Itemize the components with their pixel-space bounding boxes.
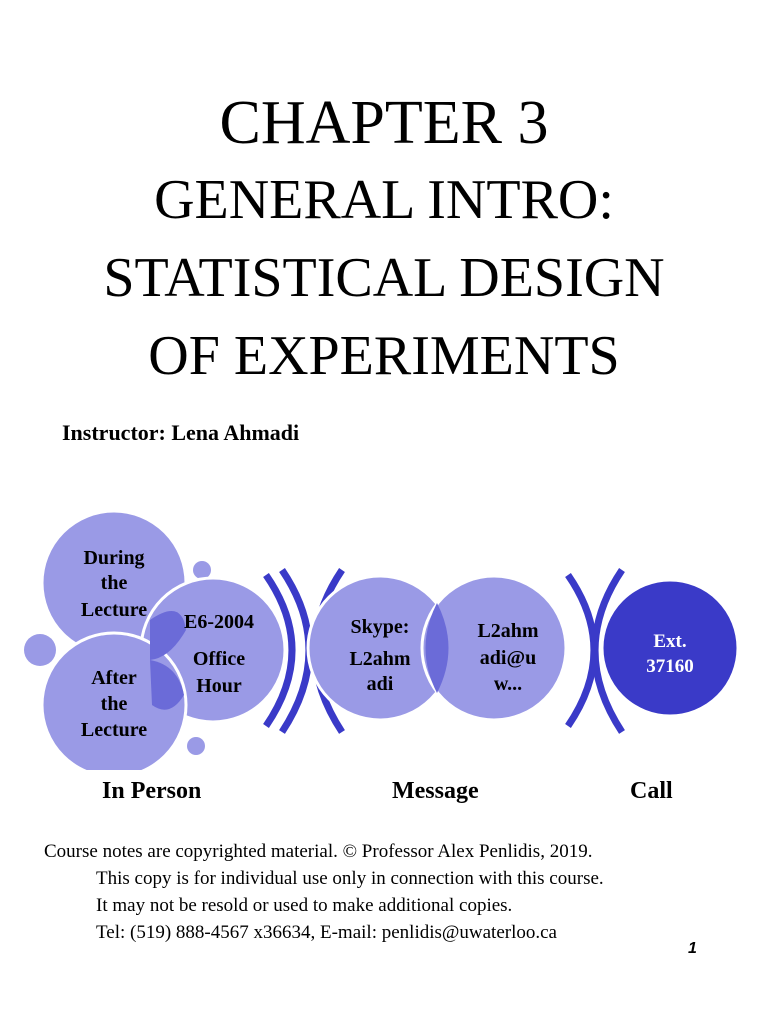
ext-text: 37160 — [646, 656, 694, 677]
decor-dot — [24, 634, 56, 666]
during-text: the — [100, 572, 128, 594]
footer-line: Tel: (519) 888-4567 x36634, E-mail: penlidis@uwaterloo.ca — [96, 922, 557, 943]
title-block — [0, 89, 768, 406]
footer-line: This copy is for individual use only in connection with this course. — [96, 868, 604, 889]
email-text: L2ahm — [477, 620, 539, 642]
title-line-2: STATISTICAL DESIGN — [103, 247, 665, 309]
skype-text: Skype: — [350, 616, 410, 638]
caption-call: Call — [630, 778, 673, 804]
after-text: After — [91, 667, 137, 689]
caption-in-person: In Person — [102, 778, 202, 804]
office-text: Hour — [196, 675, 242, 697]
contact-diagram — [0, 500, 768, 770]
after-text: the — [100, 693, 128, 715]
office-text: Office — [192, 648, 246, 670]
email-text: w... — [493, 673, 523, 695]
instructor-label: Instructor: Lena Ahmadi — [62, 420, 300, 445]
email-text: adi@u — [479, 647, 537, 669]
skype-text: adi — [366, 673, 394, 695]
title-line-1: GENERAL INTRO: — [154, 169, 614, 231]
footer-line: It may not be resold or used to make additional copies. — [96, 895, 513, 916]
during-text: Lecture — [80, 599, 148, 621]
office-text: E6-2004 — [184, 611, 254, 633]
caption-message: Message — [392, 778, 479, 804]
bracket-close — [568, 575, 594, 726]
decor-dot — [193, 561, 211, 579]
chapter-heading: CHAPTER 3 — [219, 89, 549, 157]
skype-text: L2ahm — [349, 648, 411, 670]
during-text: During — [83, 547, 145, 569]
copyright-notice — [44, 838, 604, 946]
page-number: 1 — [688, 940, 697, 957]
footer-line: Course notes are copyrighted material. © Professor Alex Penlidis, 2019. — [44, 841, 593, 862]
after-text: Lecture — [80, 719, 148, 741]
ext-text: Ext. — [653, 631, 687, 652]
decor-dot — [187, 737, 205, 755]
title-line-3: OF EXPERIMENTS — [148, 325, 620, 387]
